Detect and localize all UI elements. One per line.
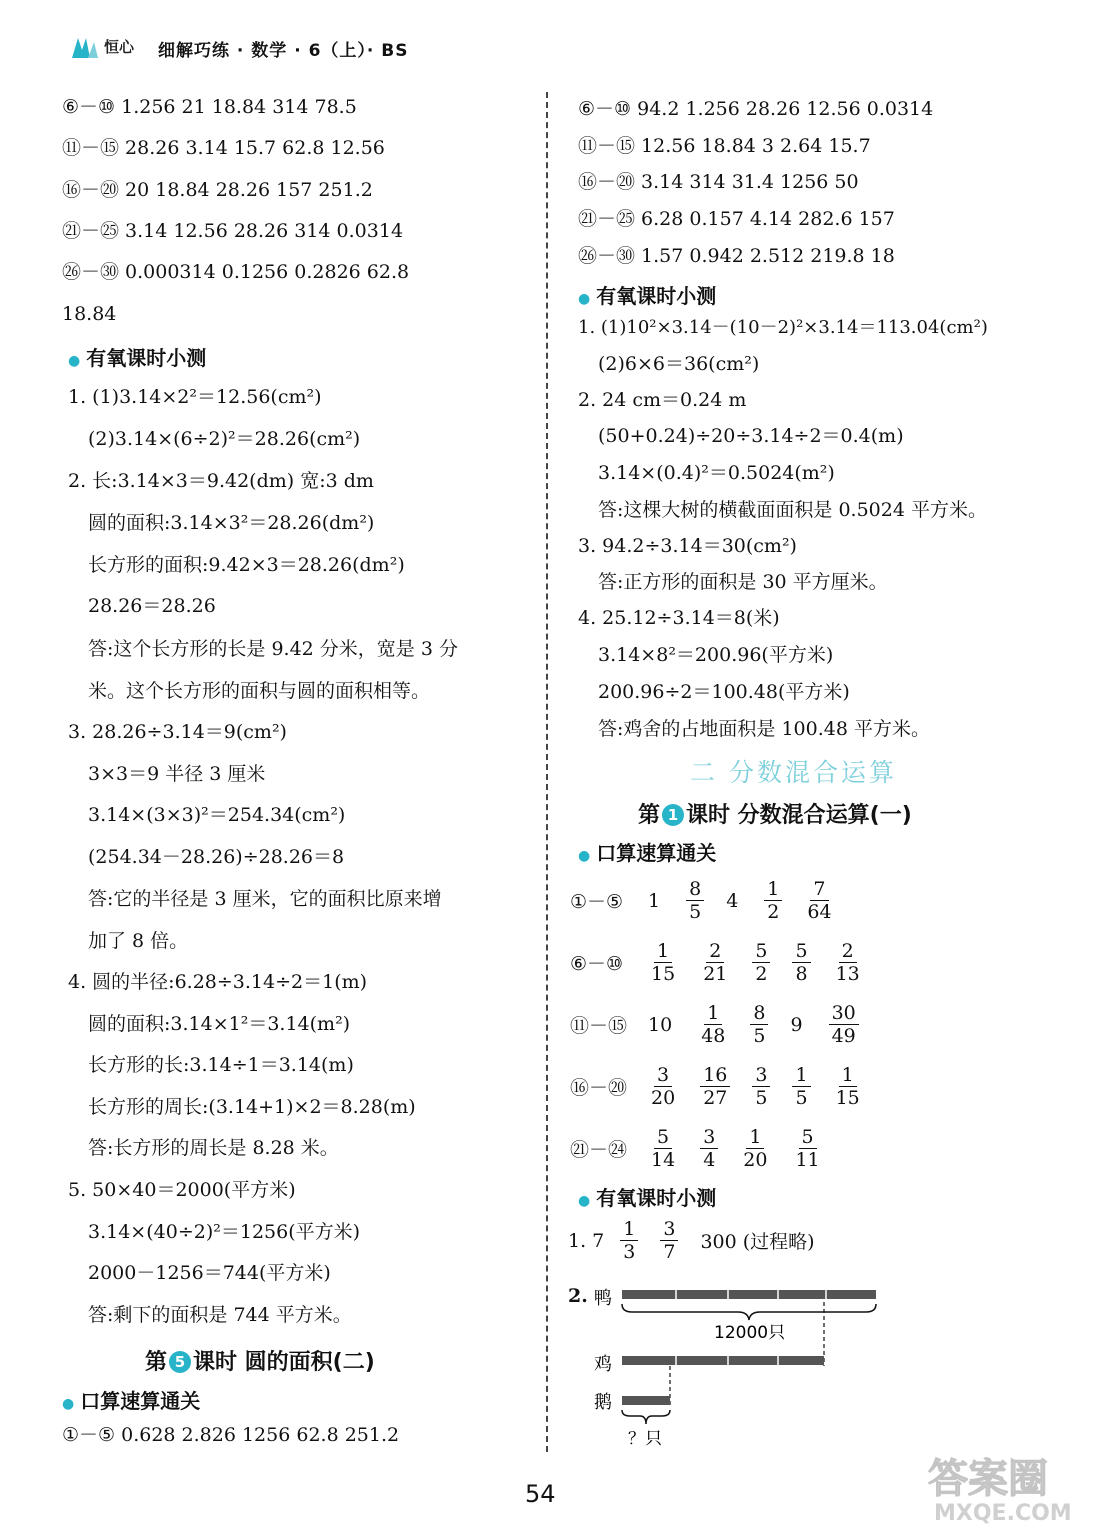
answer-row: ㉑－㉕ 6.28 0.157 4.14 282.6 157 <box>578 208 895 230</box>
denominator: 4 <box>703 1149 716 1171</box>
answer-line: 28.26＝28.26 <box>88 595 216 617</box>
numerator: 5 <box>792 940 810 963</box>
fraction <box>700 1064 730 1109</box>
answer-line: 3×3＝9 半径 3 厘米 <box>88 763 266 785</box>
answer-line: (2)6×6＝36(cm²) <box>598 353 760 375</box>
fraction <box>648 1064 678 1109</box>
answer-line: 200.96÷2＝100.48(平方米) <box>598 681 850 703</box>
lesson-title: 第 1 课时 分数混合运算(一) <box>638 803 912 828</box>
answer-line: 3. 94.2÷3.14＝30(cm²) <box>578 535 797 557</box>
fraction <box>700 1126 718 1171</box>
chicken-bar <box>622 1356 824 1365</box>
answer-line: 答:这个长方形的长是 9.42 分米，宽是 3 分 <box>88 638 458 660</box>
row-label: ⑯－⑳ <box>570 1077 628 1099</box>
answer-row: ⑯－⑳ 3.14 314 31.4 1256 50 <box>578 171 859 193</box>
numerator: 30 <box>829 1002 859 1025</box>
goose-label: 鹅 <box>594 1392 612 1413</box>
numerator: 3 <box>700 1126 718 1149</box>
answer-line: 2000－1256＝744(平方米) <box>88 1262 331 1284</box>
denominator: 11 <box>795 1149 820 1171</box>
denominator: 20 <box>743 1149 768 1171</box>
numerator: 2 <box>839 940 857 963</box>
denominator: 21 <box>703 963 728 985</box>
section-heading: ● 有氧课时小测 <box>578 1186 717 1210</box>
chicken-label: 鸡 <box>594 1354 612 1375</box>
answer-row: ⑪－⑮ 12.56 18.84 3 2.64 15.7 <box>578 135 871 157</box>
whole-number: 1 <box>648 889 661 912</box>
numerator: 5 <box>799 1126 817 1149</box>
answer-row: ㉖－㉚ 1.57 0.942 2.512 219.8 18 <box>578 245 895 267</box>
numerator: 7 <box>810 878 828 901</box>
numerator: 5 <box>752 940 770 963</box>
total-brace <box>622 1304 876 1320</box>
denominator: 13 <box>835 963 860 985</box>
answer-line: 4. 圆的半径:6.28÷3.14÷2＝1(m) <box>68 971 368 993</box>
numerator: 1 <box>792 1064 810 1087</box>
whole-number: 10 <box>648 1013 673 1036</box>
answer-line: 答:这棵大树的横截面面积是 0.5024 平方米。 <box>598 499 987 521</box>
answer-line: (254.34－28.26)÷28.26＝8 <box>88 846 345 868</box>
fraction <box>792 1064 810 1109</box>
answer-line: 1. (1)3.14×2²＝12.56(cm²) <box>68 386 322 408</box>
section-heading: ● 口算速算通关 <box>62 1389 201 1413</box>
total-label: 12000只 <box>714 1323 786 1343</box>
answer-row: ⑪－⑮ 28.26 3.14 15.7 62.8 12.56 <box>62 137 385 159</box>
fraction <box>829 1002 859 1047</box>
numerator: 1 <box>746 1126 764 1149</box>
fraction <box>804 878 834 923</box>
fraction <box>620 1218 638 1263</box>
answer-row: ⑥－⑩ 1.256 21 18.84 314 78.5 <box>62 96 357 118</box>
numerator: 1 <box>764 878 782 901</box>
denominator: 3 <box>623 1241 636 1263</box>
fraction <box>792 1126 822 1171</box>
fraction <box>648 940 678 985</box>
answer-row: ⑥－⑩ 94.2 1.256 28.26 12.56 0.0314 <box>578 98 934 120</box>
unknown-brace <box>622 1410 670 1424</box>
denominator: 15 <box>651 963 676 985</box>
answer-line: 米。这个长方形的面积与圆的面积相等。 <box>88 680 431 702</box>
denominator: 14 <box>651 1149 676 1171</box>
bullet-icon: ● <box>62 1396 75 1412</box>
answer-line: 5. 50×40＝2000(平方米) <box>68 1179 296 1201</box>
denominator: 5 <box>755 1087 768 1109</box>
fraction-answer-row <box>570 940 885 985</box>
fraction-answer-row <box>570 1002 881 1047</box>
answer-line: 3.14×(3×3)²＝254.34(cm²) <box>88 804 346 826</box>
answer-row: ⑯－⑳ 20 18.84 28.26 157 251.2 <box>62 179 373 201</box>
bullet-icon: ● <box>578 291 591 307</box>
answer-line: 答:剩下的面积是 744 平方米。 <box>88 1304 352 1326</box>
fraction <box>833 940 863 985</box>
numerator: 5 <box>654 1126 672 1149</box>
duck-bar <box>622 1290 876 1299</box>
answer-row: ㉖－㉚ 0.000314 0.1256 0.2826 62.8 <box>62 261 410 283</box>
fraction-answer-row <box>570 1064 885 1109</box>
numerator: 1 <box>654 940 672 963</box>
fraction-answer-row <box>570 1126 845 1171</box>
numerator: 3 <box>752 1064 770 1087</box>
numerator: 8 <box>686 878 704 901</box>
svg-text:恒心: 恒心 <box>104 38 135 56</box>
answer-line: 答:鸡舍的占地面积是 100.48 平方米。 <box>598 718 930 740</box>
answer-line: 1. (1)10²×3.14－(10－2)²×3.14＝113.04(cm²) <box>578 317 988 338</box>
answer-line: 3.14×8²＝200.96(平方米) <box>598 644 834 666</box>
goose-bar <box>622 1396 670 1405</box>
lesson-title: 第 5 课时 圆的面积(二) <box>145 1350 375 1375</box>
numerator: 2 <box>706 940 724 963</box>
svg-text:MXQE.COM: MXQE.COM <box>934 1501 1072 1526</box>
numerator: 3 <box>654 1064 672 1087</box>
answer-line: 圆的面积:3.14×1²＝3.14(m²) <box>88 1013 351 1035</box>
denominator: 20 <box>651 1087 676 1109</box>
column-divider <box>546 92 548 1452</box>
numerator: 1 <box>704 1002 722 1025</box>
denominator: 7 <box>663 1241 676 1263</box>
answer-line: 答:长方形的周长是 8.28 米。 <box>88 1137 339 1159</box>
answer-line: 4. 25.12÷3.14＝8(米) <box>578 607 780 629</box>
fraction-answer-row <box>570 878 857 923</box>
denominator: 27 <box>703 1087 728 1109</box>
fraction <box>764 878 782 923</box>
fraction <box>660 1218 678 1263</box>
denominator: 2 <box>755 963 768 985</box>
answer-line: 圆的面积:3.14×3²＝28.26(dm²) <box>88 512 375 534</box>
question-number: 2. <box>568 1285 588 1307</box>
numerator: 3 <box>660 1218 678 1241</box>
answer-line: 2. 长:3.14×3＝9.42(dm) 宽:3 dm <box>68 470 374 492</box>
answer-line: 加了 8 倍。 <box>88 930 189 952</box>
lesson-number-badge: 5 <box>169 1351 191 1373</box>
section-heading: ● 口算速算通关 <box>578 841 717 865</box>
page-header <box>68 28 409 68</box>
fraction <box>792 940 810 985</box>
denominator: 48 <box>701 1025 726 1047</box>
answer-line: 3. 28.26÷3.14＝9(cm²) <box>68 721 287 743</box>
unknown-label: ？只 <box>628 1429 662 1449</box>
line-segment-diagram <box>568 1284 898 1464</box>
answer-row: ㉑－㉕ 3.14 12.56 28.26 314 0.0314 <box>62 220 404 242</box>
book-title: 细解巧练 · 数学 · 6（上）· BS <box>158 40 409 61</box>
denominator: 64 <box>807 901 832 923</box>
answer-line: 1. 7 $\frac{1}{3}$ $\frac{3}{7}$ 300 (过程略) <box>568 1218 815 1263</box>
fraction <box>752 940 770 985</box>
row-label: ⑥－⑩ <box>570 953 624 975</box>
answer-line: (50+0.24)÷20÷3.14÷2＝0.4(m) <box>598 425 904 447</box>
chapter-title: 二 分数混合运算 <box>690 758 897 787</box>
fraction <box>833 1064 863 1109</box>
answer-line: (2)3.14×(6÷2)²＝28.26(cm²) <box>88 428 361 450</box>
fraction <box>686 878 704 923</box>
numerator: 1 <box>839 1064 857 1087</box>
fraction <box>698 1002 728 1047</box>
answer-line: 长方形的长:3.14÷1＝3.14(m) <box>88 1054 354 1076</box>
numerator: 8 <box>750 1002 768 1025</box>
denominator: 8 <box>795 963 808 985</box>
answer-line: 长方形的面积:9.42×3＝28.26(dm²) <box>88 554 405 576</box>
whole-number: 4 <box>726 889 739 912</box>
answer-row: ①－⑤ 0.628 2.826 1256 62.8 251.2 <box>62 1424 400 1446</box>
bullet-icon: ● <box>578 848 591 864</box>
answer-line: 答:它的半径是 3 厘米，它的面积比原来增 <box>88 888 442 910</box>
fraction <box>750 1002 768 1047</box>
numerator: 1 <box>620 1218 638 1241</box>
page-number: 54 <box>525 1480 556 1508</box>
section-heading: ● 有氧课时小测 <box>68 346 207 370</box>
answer-line: 3.14×(40÷2)²＝1256(平方米) <box>88 1221 361 1243</box>
denominator: 2 <box>767 901 780 923</box>
section-heading: ● 有氧课时小测 <box>578 284 717 308</box>
answer-line: 答:正方形的面积是 30 平方厘米。 <box>598 571 888 593</box>
bullet-icon: ● <box>578 1193 591 1209</box>
row-label: ㉑－㉔ <box>570 1139 628 1161</box>
denominator: 5 <box>795 1087 808 1109</box>
publisher-logo <box>68 32 148 64</box>
fraction <box>648 1126 678 1171</box>
row-label: ⑪－⑮ <box>570 1015 628 1037</box>
fraction <box>752 1064 770 1109</box>
answer-line: 2. 24 cm＝0.24 m <box>578 389 747 411</box>
row-label: ①－⑤ <box>570 891 624 913</box>
whole-number: 9 <box>790 1013 803 1036</box>
bullet-icon: ● <box>68 353 81 369</box>
duck-label: 鸭 <box>594 1288 612 1309</box>
answer-row: 18.84 <box>62 303 117 325</box>
fraction <box>740 1126 770 1171</box>
fraction <box>700 940 730 985</box>
answer-line: 3.14×(0.4)²＝0.5024(m²) <box>598 462 835 484</box>
denominator: 49 <box>831 1025 856 1047</box>
denominator: 5 <box>753 1025 766 1047</box>
svg-text:答案圈: 答案圈 <box>928 1456 1048 1502</box>
denominator: 5 <box>689 901 702 923</box>
answer-line: 长方形的周长:(3.14+1)×2＝8.28(m) <box>88 1096 416 1118</box>
denominator: 15 <box>835 1087 860 1109</box>
numerator: 16 <box>700 1064 730 1087</box>
lesson-number-badge: 1 <box>662 804 684 826</box>
watermark-logo <box>920 1448 1090 1528</box>
